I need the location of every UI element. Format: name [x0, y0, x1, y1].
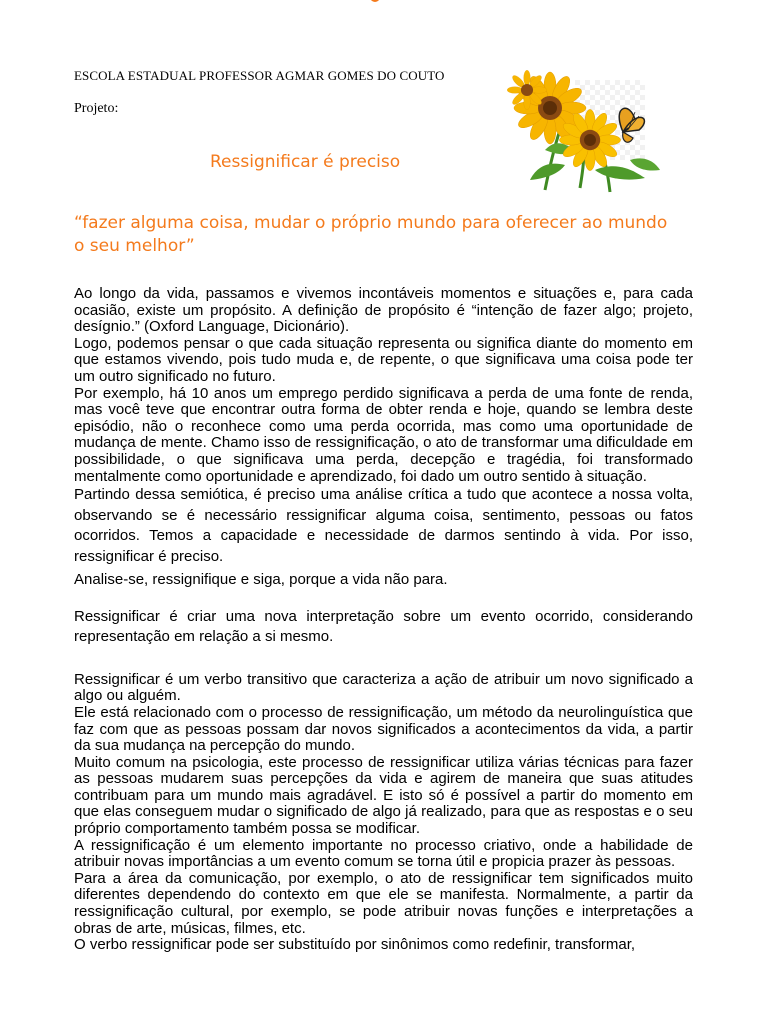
paragraph: Por exemplo, há 10 anos um emprego perdido significava a perda de uma fonte de renda, mas você teve que encontrar outra forma de obter renda e hoje, quando se lembra deste episódio, não o reconhece como uma perda ocorrida, mas como uma oportunidade de mudança de mente. Chamo isso de ressignificação, o ato de transformar uma dificuldade em possibilidade, o que significava uma perda, decepção e tragédia, foi transformado mentalmente como oportunidade e aprendizado, foi dado um outro sentido à situação. — [74, 384, 693, 485]
paragraph: Muito comum na psicologia, este processo de ressignificar utiliza várias técnicas para fazer as pessoas mudarem suas percepções da vida e agirem de maneira que suas atitudes contribuam para um mundo mais agradável. E isto só é possível a partir do momento em que elas conseguem mudar o significado de algo já realizado, para que as respostas e o seu próprio comportamento também possa se modificar. — [74, 753, 693, 838]
paragraph: A ressignificação é um elemento importante no processo criativo, onde a habilidade de atribuir novas importâncias a um evento comum se torna útil e propicia prazer às pessoas. — [74, 836, 693, 871]
paragraph: Para a área da comunicação, por exemplo, o ato de ressignificar tem significados muito diferentes dependendo do contexto em que ele se manifesta. Normalmente, a partir da ressignificação cultural, por exemplo, se pode atribuir novas funções e interpretações a obras de arte, músicas, filmes, etc. — [74, 869, 693, 937]
document-title: Ressignificar é preciso — [210, 152, 401, 172]
paragraph: Ressignificar é criar uma nova interpretação sobre um evento ocorrido, considerando representação em relação a si mesmo. — [74, 607, 693, 646]
page-top-mark — [370, 0, 380, 2]
paragraph: Analise-se, ressignifique e siga, porque a vida não para. — [74, 571, 448, 589]
document-body — [74, 286, 693, 954]
document-quote: “fazer alguma coisa, mudar o próprio mundo para oferecer ao mundo o seu melhor” — [74, 213, 668, 256]
sunflowers-butterfly-icon — [505, 70, 665, 195]
project-label: Projeto: — [74, 101, 119, 116]
paragraph: Ressignificar é um verbo transitivo que caracteriza a ação de atribuir um novo significado a algo ou alguém. — [74, 670, 693, 705]
paragraph: Logo, podemos pensar o que cada situação representa ou significa diante do momento em que estamos vivendo, pois tudo muda e, de repente, o que significava uma coisa pode ter um outro significado no futuro. — [74, 334, 693, 385]
paragraph: O verbo ressignificar pode ser substituído por sinônimos como redefinir, transformar, — [74, 936, 636, 954]
paragraph: Partindo dessa semiótica, é preciso uma análise crítica a tudo que acontece a nossa volta, observando se é necessário ressignificar alguma coisa, sentimento, pessoas ou fatos ocorridos. Temos a capacidade e necessidade de darmos sentindo à vida. Por isso, ressignificar é preciso. — [74, 486, 693, 565]
paragraph: Ao longo da vida, passamos e vivemos incontáveis momentos e situações e, para cada ocasião, existe um propósito. A definição de propósito é “intenção de fazer algo; projeto, desígnio.” (Oxford Language, Dicionário). — [74, 285, 693, 336]
paragraph: Ele está relacionado com o processo de ressignificação, um método da neurolinguística que faz com que as pessoas possam dar novos significados a acontecimentos da vida, a partir da sua mudança na percepção do mundo. — [74, 703, 693, 755]
school-name: ESCOLA ESTADUAL PROFESSOR AGMAR GOMES DO COUTO — [74, 68, 445, 83]
